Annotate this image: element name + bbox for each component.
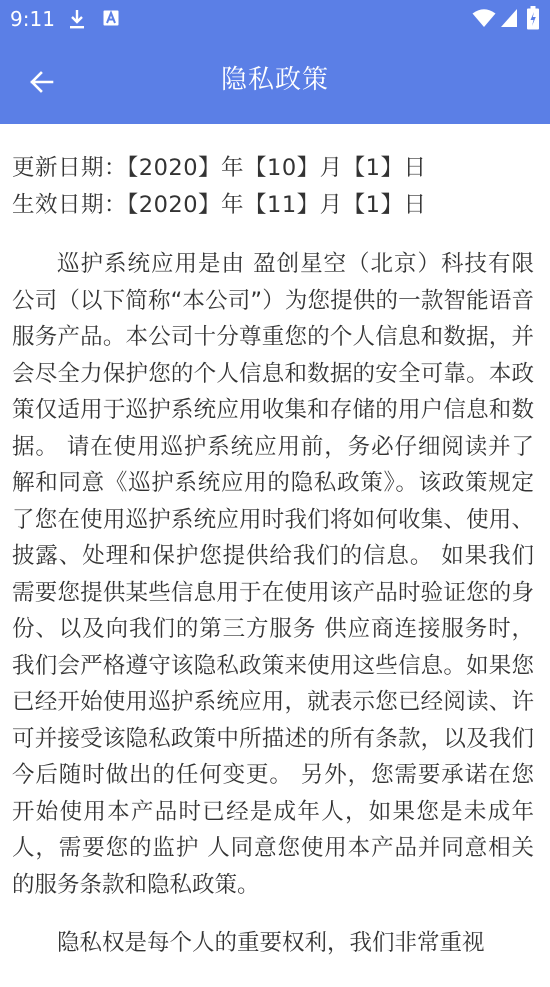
update-date: 更新日期：【2020】年【10】月【1】日 (12, 155, 427, 181)
policy-paragraph: 巡护系统应用是由 盈创星空（北京）科技有限公司（以下简称“本公司”）为您提供的一款智能语音服务产品。本公司十分尊重您的个人信息和数据，并会尽全力保护您的个人信息和数据的安全可靠。本政策仅适用于巡护系统应用收集和存储的用户信息和数据。 请在使用巡护系统应用前，务必仔细阅读并了解和同意《巡护系统应用的隐私政策》。该政策规定了您在使用巡护系统应用时我们将如何收集、使用、披露、处理和保护您提供给我们的信息。 如果我们需要您提供某些信息用于在使用该产品时验证您的身份、以及向我们的第三方服务 供应商连接服务时，我们会严格遵守该隐私政策来使用这些信息。如果您已经开始使用巡护系统应用，就表示您已经阅读、许可并接受该隐私政策中所描述的所有条款，以及我们今后随时做出的任何变更。 另外，您需要承诺在您开始使用本产品时已经是成年人，如果您是未成年人，需要您的监护 人同意您使用本产品并同意相关的服务条款和隐私政策。 (12, 251, 534, 898)
policy-paragraph: 隐私权是每个人的重要权利，我们非常重视 (57, 930, 485, 956)
effective-date: 生效日期：【2020】年【11】月【1】日 (12, 192, 427, 218)
app-bar (0, 38, 550, 124)
status-time: 9:11 (10, 7, 55, 31)
battery-icon (527, 6, 539, 30)
status-bar (0, 0, 550, 38)
policy-content (12, 150, 534, 962)
download-icon (68, 8, 86, 30)
wifi-icon (472, 8, 496, 28)
a-icon (103, 10, 119, 26)
cellular-icon (500, 8, 518, 28)
page-title: 隐私政策 (220, 65, 329, 95)
